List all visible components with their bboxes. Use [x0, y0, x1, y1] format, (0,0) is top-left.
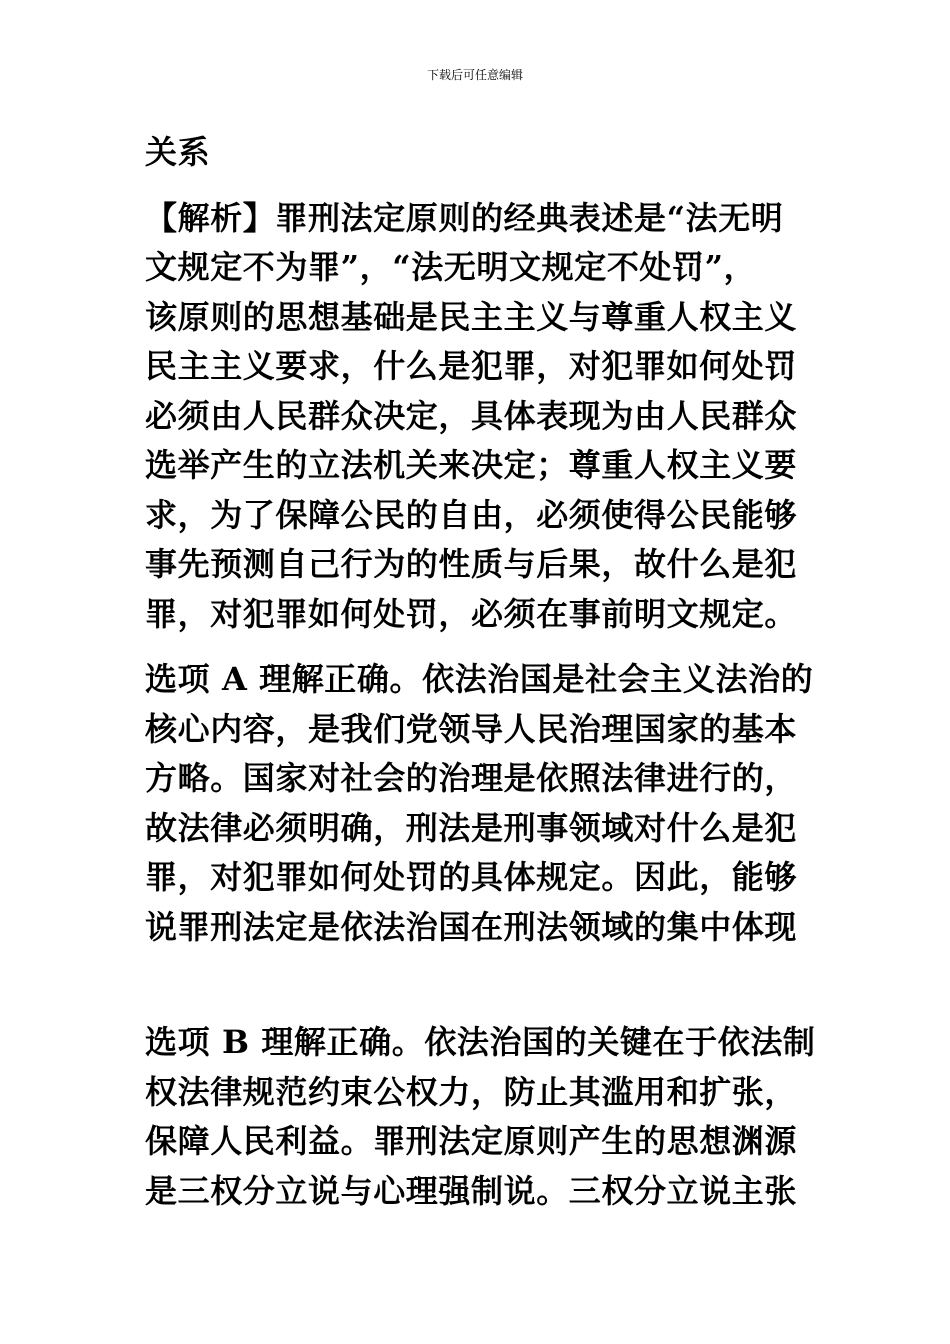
text-line: 方略。国家对社会的治理是依照法律进行的，: [145, 759, 798, 797]
text-line: 该原则的思想基础是民主主义与尊重人权主义: [145, 297, 798, 336]
text-line: 必须由人民群众决定，具体表现为由人民群众: [145, 396, 798, 435]
text-line: 保障人民利益。罪刑法定原则产生的思想渊源: [145, 1122, 798, 1160]
text-line: 权法律规范约束公权力，防止其滥用和扩张，: [145, 1072, 798, 1111]
text-line: 民主主义要求，什么是犯罪，对犯罪如何处罚: [145, 347, 798, 385]
text-line: 是三权分立说与心理强制说。三权分立说主张: [145, 1171, 798, 1210]
text-line: 核心内容，是我们党领导人民治理国家的基本: [145, 709, 798, 748]
page-header: 下载后可任意编辑: [426, 68, 523, 82]
text-line: 罪，对犯罪如何处罚，必须在事前明文规定。: [145, 594, 798, 633]
text-line: 文规定不为罪”，“法无明文规定不处罚”，: [145, 248, 757, 286]
document-body: [145, 128, 816, 1216]
paragraph-intro: [145, 128, 810, 178]
paragraph-option-a: [145, 655, 814, 952]
text-line: 求，为了保障公民的自由，必须使得公民能够: [145, 495, 798, 534]
paragraph-analysis: [145, 194, 810, 640]
text-line: 故法律必须明确，刑法是刑事领域对什么是犯: [145, 808, 798, 847]
text-line: 选项 A 理解正确。依法治国是社会主义法治的: [145, 660, 814, 698]
text-line: 说罪刑法定是依法治国在刑法领域的集中体现: [145, 907, 798, 946]
text-line: 选项 B 理解正确。依法治国的关键在于依法制: [145, 1023, 816, 1061]
text-line: 事先预测自己行为的性质与后果，故什么是犯: [145, 545, 798, 583]
text-line: 【解析】罪刑法定原则的经典表述是“法无明: [145, 198, 784, 237]
text-line: 罪，对犯罪如何处罚的具体规定。因此，能够: [145, 858, 798, 896]
text-line: 关系: [145, 133, 211, 171]
text-line: 选举产生的立法机关来决定；尊重人权主义要: [145, 446, 798, 484]
paragraph-option-b: [145, 1018, 816, 1216]
